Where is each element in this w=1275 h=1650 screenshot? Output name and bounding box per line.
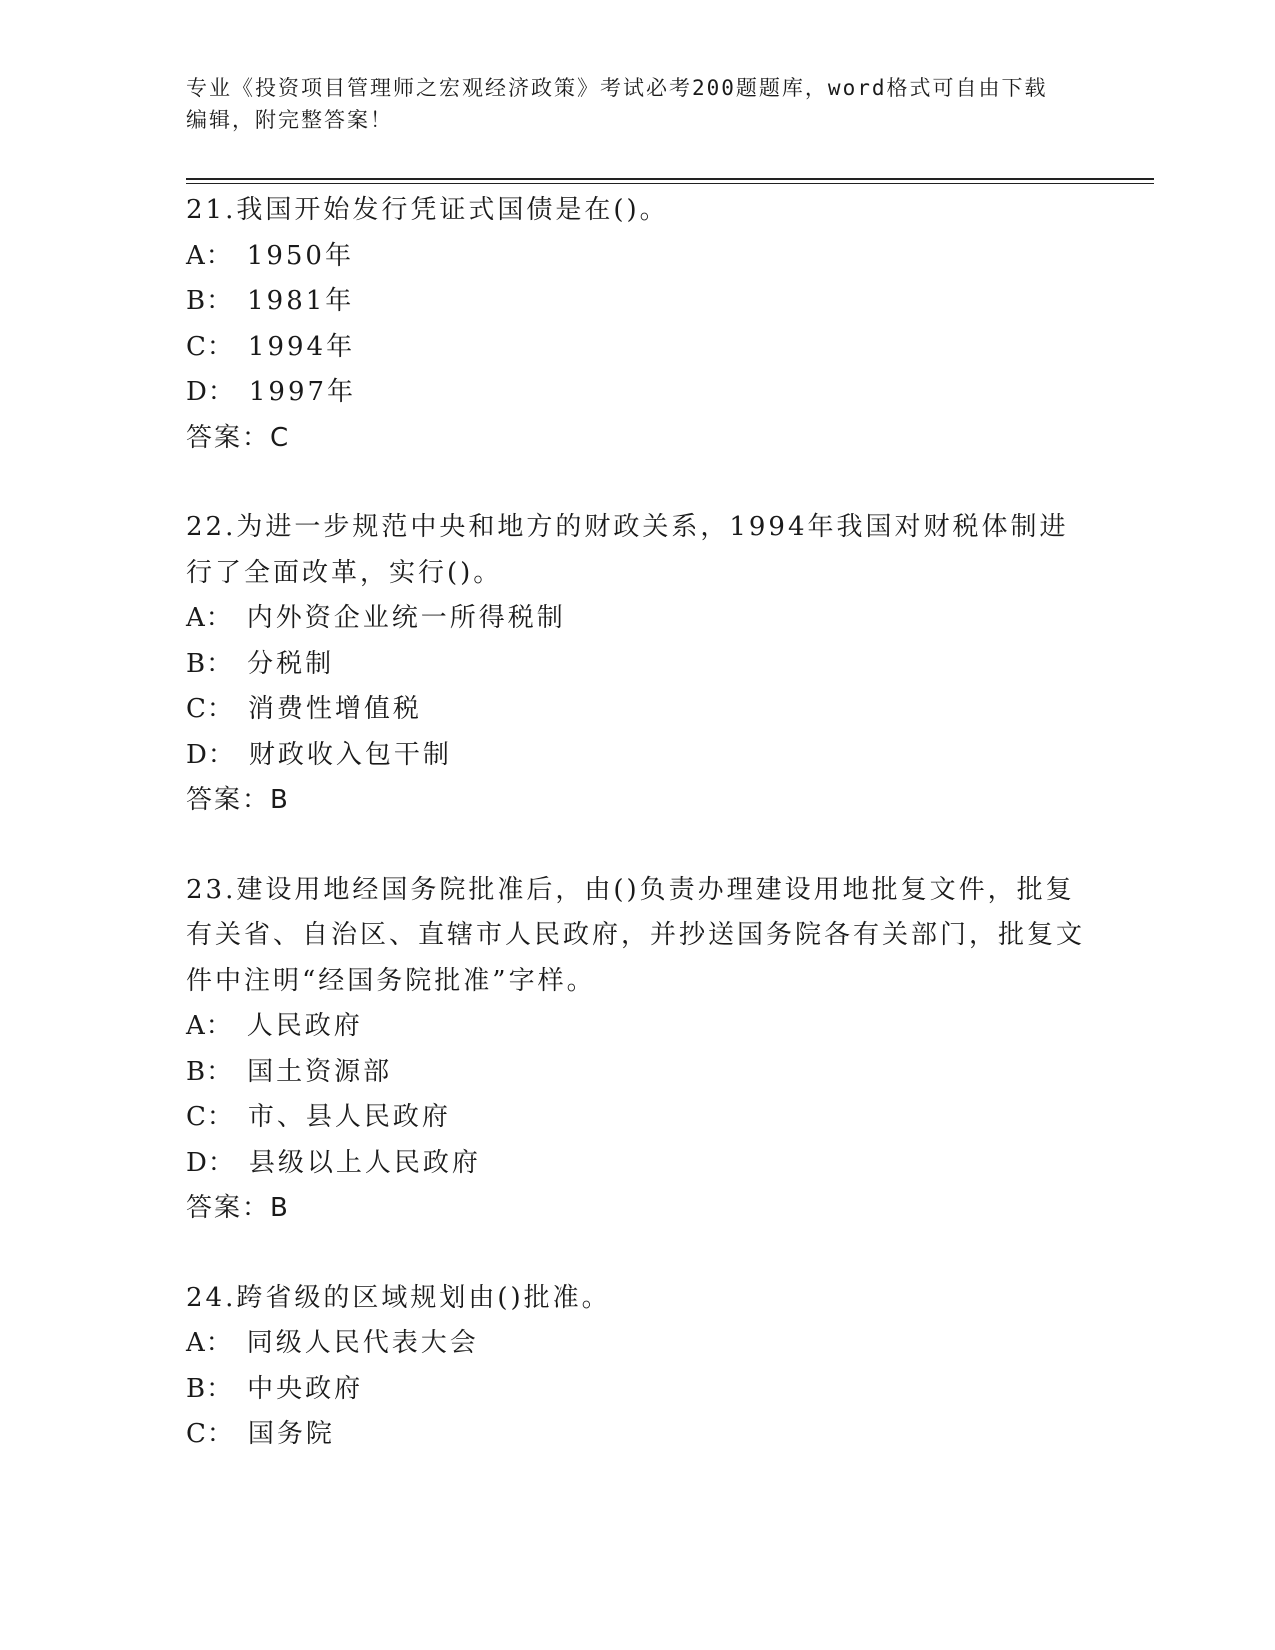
header-divider-thin	[186, 183, 1154, 184]
question-stem: 22.为进一步规范中央和地方的财政关系，1994年我国对财税体制进行了全面改革，实行()。	[186, 512, 1069, 588]
question-23	[186, 868, 1086, 1232]
option-a	[186, 234, 1086, 280]
option-b	[186, 1050, 1086, 1096]
option-letter: D：	[186, 1147, 235, 1178]
question-21	[186, 188, 1086, 461]
option-d	[186, 370, 1086, 416]
answer-line: 答案：C	[186, 422, 291, 453]
option-text: 1994年	[247, 331, 356, 362]
question-stem: 24.跨省级的区域规划由()批准。	[186, 1282, 611, 1313]
option-a	[186, 1321, 1086, 1367]
option-c	[186, 1412, 1086, 1458]
question-stem: 23.建设用地经国务院批准后，由()负责办理建设用地批复文件，批复有关省、自治区、直辖市人民政府，并抄送国务院各有关部门，批复文件中注明“经国务院批准”字样。	[186, 874, 1086, 996]
option-d	[186, 733, 1086, 779]
option-c	[186, 325, 1086, 371]
option-text: 国务院	[247, 1419, 335, 1449]
option-d	[186, 1141, 1086, 1187]
option-text: 市、县人民政府	[247, 1102, 451, 1132]
option-text: 县级以上人民政府	[248, 1147, 481, 1178]
option-text: 1997年	[248, 377, 357, 407]
document-intro: 专业《投资项目管理师之宏观经济政策》考试必考200题题库，word格式可自由下载编辑，附完整答案！	[186, 76, 1048, 132]
option-a	[186, 596, 1086, 642]
option-b	[186, 642, 1086, 688]
option-c	[186, 687, 1086, 733]
option-letter: B：	[186, 286, 234, 316]
header-divider-thick	[186, 178, 1154, 180]
question-list	[186, 188, 1086, 1458]
option-text: 消费性增值税	[247, 694, 422, 724]
option-text: 国土资源部	[247, 1056, 393, 1087]
option-letter: C：	[186, 694, 234, 724]
option-letter: C：	[186, 331, 234, 362]
option-letter: C：	[186, 1102, 234, 1132]
option-b	[186, 279, 1086, 325]
option-letter: B：	[186, 648, 234, 679]
option-text: 1950年	[246, 240, 354, 271]
question-24	[186, 1276, 1086, 1458]
option-text: 1981年	[247, 286, 355, 316]
option-letter: A：	[186, 240, 233, 271]
option-b	[186, 1367, 1086, 1413]
option-a	[186, 1004, 1086, 1050]
option-letter: B：	[186, 1056, 234, 1087]
question-stem: 21.我国开始发行凭证式国债是在()。	[186, 195, 669, 225]
option-letter: A：	[186, 1011, 233, 1041]
option-text: 内外资企业统一所得税制	[246, 603, 566, 633]
option-text: 中央政府	[247, 1373, 364, 1404]
answer-line: 答案：B	[186, 1193, 290, 1223]
question-22	[186, 505, 1086, 824]
option-letter: A：	[186, 603, 233, 633]
option-text: 人民政府	[246, 1011, 363, 1041]
answer-line: 答案：B	[186, 785, 290, 815]
option-letter: D：	[186, 739, 235, 770]
option-letter: C：	[186, 1419, 234, 1449]
option-text: 分税制	[247, 648, 335, 679]
option-letter: D：	[186, 377, 235, 407]
option-letter: A：	[186, 1328, 233, 1358]
option-text: 财政收入包干制	[248, 739, 452, 770]
option-c	[186, 1095, 1086, 1141]
option-letter: B：	[186, 1373, 234, 1404]
option-text: 同级人民代表大会	[246, 1328, 479, 1358]
